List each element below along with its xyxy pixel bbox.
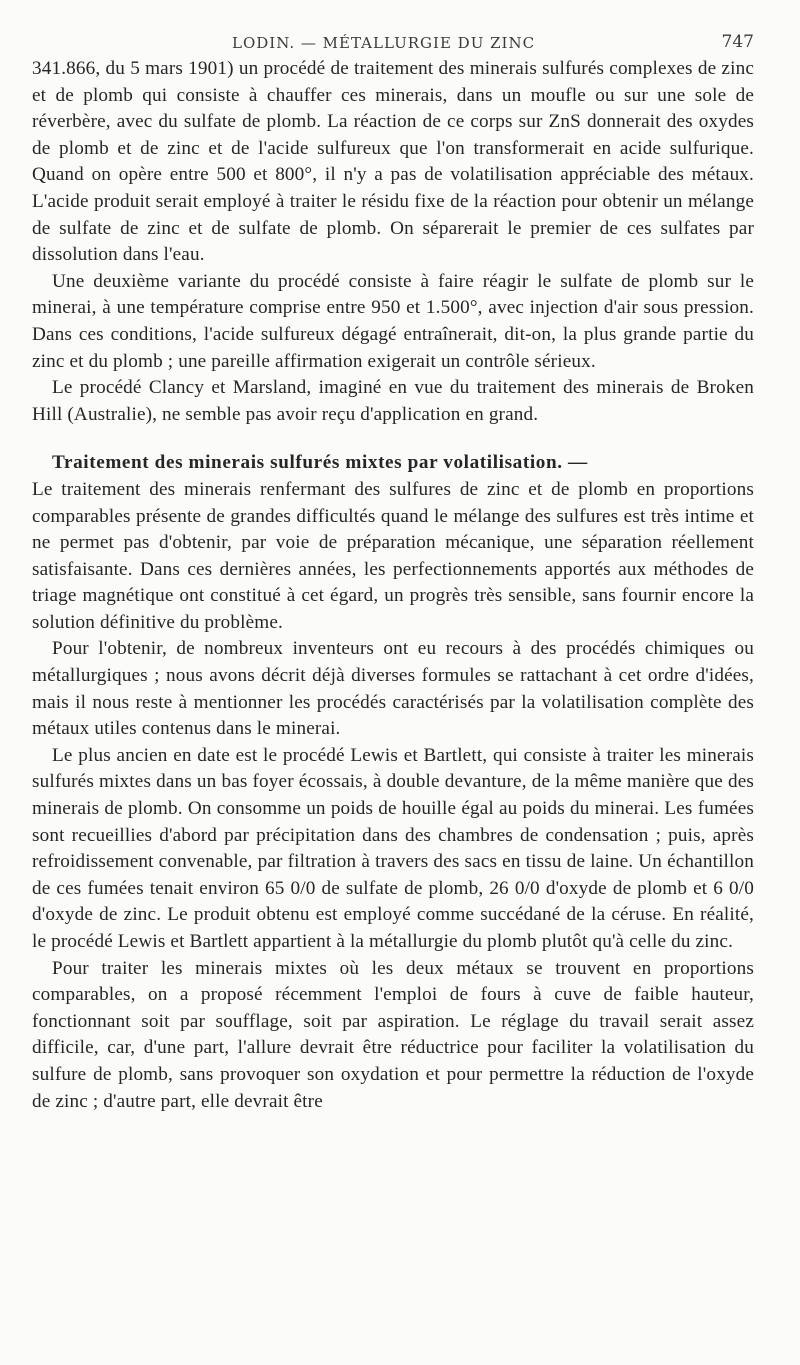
paragraph-continued: 341.866, du 5 mars 1901) un procédé de traitement des minerais sulfurés complexes de zinc et de plomb qui consiste à chauffer ces minerais, dans un moufle ou sur une sole de réverbère, avec du sulfate de plomb. La réaction de ce corps sur ZnS donnerait des oxydes de plomb et de zinc et de l'acide sulfureux que l'on transformerait en acide sulfurique. Quand on opère entre 500 et 800°, il n'y a pas de volatilisation appréciable des métaux. L'acide produit serait employé à traiter le résidu fixe de la réaction pour obtenir un mélange de sulfate de zinc et de sulfate de plomb. On séparerait le premier de ces sulfates par dissolution dans l'eau. <box>32 58 754 266</box>
section-volatilisation <box>32 450 754 1115</box>
paragraph: Le plus ancien en date est le procédé Lewis et Bartlett, qui consiste à traiter les minerais sulfurés mixtes dans un bas foyer écossais, à double devanture, de la même manière que des minerais de plomb. On consomme un poids de houille égal au poids du minerai. Les fumées sont recueillies d'abord par précipitation dans des chambres de condensation ; puis, après refroidissement convenable, par filtration à travers des sacs en tissu de laine. Un échantillon de ces fumées tenait environ 65 0/0 de sulfate de plomb, 26 0/0 d'oxyde de plomb et 6 0/0 d'oxyde de zinc. Le produit obtenu est employé comme succédané de la céruse. En réalité, le procédé Lewis et Bartlett appartient à la métallurgie du plomb plutôt qu'à celle du zinc. <box>32 744 754 952</box>
paragraph: Le procédé Clancy et Marsland, imaginé en vue du traitement des minerais de Broken Hill (Australie), ne semble pas avoir reçu d'application en grand. <box>32 377 754 425</box>
section-heading-paragraph <box>32 450 754 477</box>
body-text <box>32 56 754 1115</box>
paragraph: Pour traiter les minerais mixtes où les deux métaux se trouvent en proportions comparables, on a proposé récemment l'emploi de fours à cuve de faible hauteur, fonctionnant soit par soufflage, soit par aspiration. Le réglage du travail serait assez difficile, car, d'une part, l'allure devrait être réductrice pour faciliter la volatilisation du sulfure de plomb, sans provoquer son oxydation et pour permettre la réduction de l'oxyde de zinc ; d'autre part, elle devrait être <box>32 957 754 1112</box>
page-number: 747 <box>721 32 754 52</box>
paragraph: Le traitement des minerais renfermant des sulfures de zinc et de plomb en proportions comparables présente de grandes difficultés quand le mélange des sulfures est très intime et ne permet pas d'obtenir, par voie de préparation mécanique, une séparation réellement satisfaisante. Dans ces dernières années, les perfectionnements apportés aux méthodes de triage magnétique ont constitué à cet égard, un progrès très sensible, sans fournir encore la solution définitive du problème. <box>32 478 754 633</box>
paragraph: Une deuxième variante du procédé consiste à faire réagir le sulfate de plomb sur le minerai, à une température comprise entre 950 et 1.500°, avec injection d'air sous pression. Dans ces conditions, l'acide sulfureux dégagé entraînerait, dit-on, la plus grande partie du zinc et du plomb ; une pareille affirmation exigerait un contrôle sérieux. <box>32 270 754 372</box>
running-header <box>32 30 754 56</box>
running-title: LODIN. — MÉTALLURGIE DU ZINC <box>232 34 536 52</box>
section-title: Traitement des minerais sulfurés mixtes par volatilisation. — <box>52 452 588 474</box>
paragraph: Pour l'obtenir, de nombreux inventeurs ont eu recours à des procédés chimiques ou métallurgiques ; nous avons décrit déjà diverses formules se rattachant à cet ordre d'idées, mais il nous reste à mentionner les procédés caractérisés par la volatilisation complète des métaux utiles contenus dans le minerai. <box>32 638 754 740</box>
